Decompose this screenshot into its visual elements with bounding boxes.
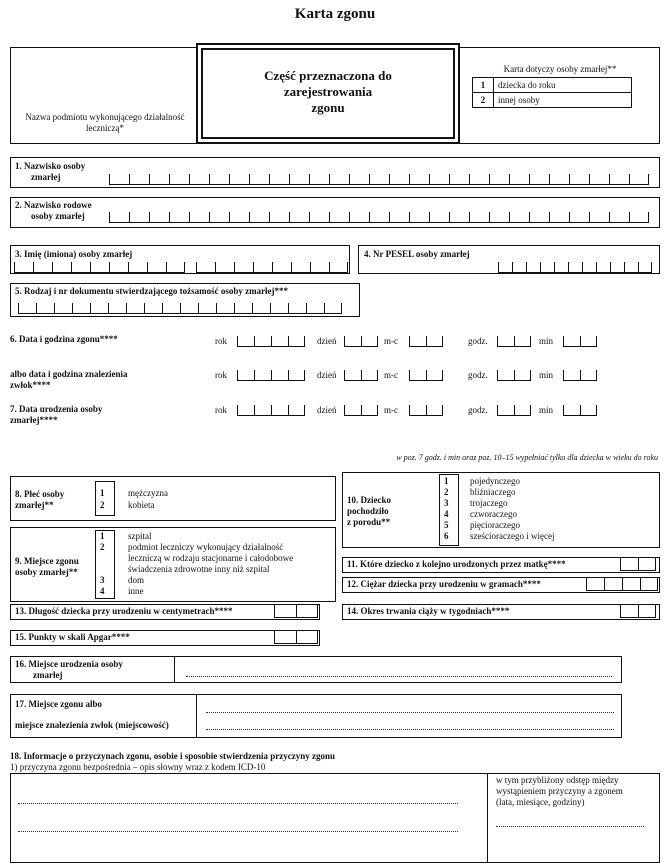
char-cell — [296, 630, 318, 643]
date-part-input[interactable] — [563, 367, 597, 381]
found-date-label — [10, 369, 128, 391]
char-cell — [554, 262, 568, 272]
cause-interval-input[interactable] — [496, 826, 644, 827]
field-firstname-label: 3. Imię (imiona) osoby zmarłej — [15, 249, 133, 259]
char-cell — [409, 370, 426, 380]
concerns-option[interactable] — [473, 93, 632, 108]
label-line: 7. Data urodzenia osoby — [10, 404, 103, 414]
option-text: inne — [128, 586, 144, 596]
option-text: świadczenia zdrowotne inny niż szpital — [128, 564, 270, 574]
date-part-input[interactable] — [344, 333, 378, 347]
char-cell — [289, 212, 309, 222]
char-cell — [52, 262, 71, 272]
option-text: kobieta — [128, 500, 155, 510]
option-num: 1 — [100, 488, 105, 498]
char-cell — [229, 174, 249, 184]
date-part-label: godz. — [468, 336, 488, 346]
surname-input[interactable] — [109, 171, 649, 185]
char-cell — [563, 370, 580, 380]
label-line: zmarłej — [31, 172, 61, 182]
option-text: trojaczego — [470, 498, 508, 508]
label-line: zmarłej — [33, 670, 63, 680]
char-cell — [169, 174, 189, 184]
char-cell — [609, 212, 629, 222]
option-num: 1 — [100, 531, 105, 541]
char-cell — [540, 262, 554, 272]
char-cell — [270, 303, 288, 313]
char-cell — [589, 174, 609, 184]
birthplace-label — [15, 659, 123, 681]
option-num: 1 — [444, 476, 449, 486]
date-part-label: rok — [215, 370, 227, 380]
pregnancy-input[interactable] — [620, 604, 656, 618]
char-cell — [18, 303, 36, 313]
option-text: pięcioraczego — [470, 520, 520, 530]
char-cell — [254, 405, 271, 415]
place-option-2[interactable] — [100, 542, 330, 553]
char-cell — [389, 174, 409, 184]
option-num: 4 — [100, 586, 105, 596]
char-cell — [109, 174, 129, 184]
center-title — [201, 68, 455, 116]
char-cell — [638, 557, 656, 570]
char-cell — [288, 370, 305, 380]
label-line: 10. Dziecko — [347, 495, 391, 505]
char-cell — [189, 212, 209, 222]
birthplace-dotted-line — [186, 676, 612, 677]
char-cell — [144, 303, 162, 313]
option-num: 3 — [444, 498, 449, 508]
char-cell — [252, 303, 270, 313]
birth-option[interactable] — [444, 476, 644, 487]
label-line: albo data i godzina znalezienia — [10, 369, 128, 379]
label-line: osoby zmarłej** — [15, 567, 78, 577]
concerns-option[interactable] — [473, 78, 632, 93]
birth-date-label — [10, 404, 102, 426]
char-cell — [90, 262, 109, 272]
apgar-label: 15. Punkty w skali Apgar**** — [15, 632, 130, 642]
char-cell — [509, 174, 529, 184]
date-part-label: godz. — [468, 405, 488, 415]
option-num: 3 — [100, 575, 105, 585]
option-num: 2 — [444, 487, 449, 497]
sex-label — [15, 489, 64, 511]
char-cell — [449, 212, 469, 222]
char-cell — [514, 405, 531, 415]
birth-options — [444, 476, 644, 542]
option-num: 2 — [100, 542, 105, 552]
label-line: pochodziło — [347, 506, 389, 516]
char-cell — [549, 212, 569, 222]
char-cell — [604, 577, 622, 590]
char-cell — [512, 262, 526, 272]
char-cell — [196, 262, 215, 272]
char-cell — [580, 336, 597, 346]
option-text: bliźniaczego — [470, 487, 516, 497]
char-cell — [469, 212, 489, 222]
char-cell — [274, 604, 296, 617]
label-line: (lata, miesiące, godziny) — [496, 797, 585, 807]
char-cell — [409, 174, 429, 184]
char-cell — [429, 174, 449, 184]
char-cell — [526, 262, 540, 272]
char-cell — [271, 370, 288, 380]
char-cell — [469, 174, 489, 184]
place-option-3[interactable] — [100, 575, 330, 586]
label-line: 1. Nazwisko osoby — [15, 161, 86, 171]
char-cell — [329, 212, 349, 222]
label-line: osoby zmarłej — [31, 211, 85, 221]
date-part-label: dzień — [317, 370, 337, 380]
date-part-input[interactable] — [237, 367, 305, 381]
option-text: podmiot leczniczy wykonujący działalność — [128, 542, 284, 552]
char-cell — [310, 262, 329, 272]
field-surname-label — [15, 161, 85, 183]
cause-interval-label — [496, 775, 656, 808]
char-cell — [344, 405, 361, 415]
char-cell — [324, 303, 342, 313]
date-part-label: min — [539, 370, 554, 380]
char-cell — [638, 604, 656, 617]
concerns-label: Karta dotyczy osoby zmarłej** — [503, 64, 617, 74]
char-cell — [344, 336, 361, 346]
cause-subtitle: 1) przyczyna zgonu bezpośrednia – opis słowny wraz z kodem ICD-10 — [10, 762, 266, 772]
date-part-input[interactable] — [237, 333, 305, 347]
char-cell — [229, 212, 249, 222]
char-cell — [162, 303, 180, 313]
char-cell — [640, 577, 658, 590]
char-cell — [429, 212, 449, 222]
date-part-label: godz. — [468, 370, 488, 380]
char-cell — [349, 212, 369, 222]
char-cell — [369, 212, 389, 222]
birth-option[interactable] — [444, 498, 644, 509]
char-cell — [306, 303, 324, 313]
date-part-label: rok — [215, 336, 227, 346]
char-cell — [166, 262, 185, 272]
date-part-label: m-c — [384, 336, 398, 346]
char-cell — [147, 262, 166, 272]
char-cell — [624, 262, 638, 272]
option-text: innej osoby — [494, 93, 632, 108]
birthplace-input[interactable] — [174, 656, 622, 683]
char-cell — [209, 212, 229, 222]
date-part-label: min — [539, 336, 554, 346]
char-cell — [498, 262, 512, 272]
option-text: dom — [128, 575, 145, 585]
char-cell — [580, 370, 597, 380]
maiden-name-input[interactable] — [109, 209, 649, 223]
char-cell — [249, 212, 269, 222]
char-cell — [254, 336, 271, 346]
char-cell — [288, 303, 306, 313]
char-cell — [198, 303, 216, 313]
char-cell — [568, 262, 582, 272]
center-title-line-3: zgonu — [311, 100, 345, 115]
pesel-input[interactable] — [498, 259, 652, 273]
char-cell — [108, 303, 126, 313]
char-cell — [209, 174, 229, 184]
option-num: 1 — [473, 78, 494, 93]
option-text: mężczyzna — [128, 488, 168, 498]
char-cell — [409, 212, 429, 222]
cause-description-input[interactable] — [10, 773, 488, 863]
date-part-input[interactable] — [497, 367, 531, 381]
char-cell — [271, 336, 288, 346]
option-num: 5 — [444, 520, 449, 530]
char-cell — [620, 557, 638, 570]
option-text: dziecka do roku — [494, 78, 632, 93]
char-cell — [629, 212, 649, 222]
option-num: 2 — [473, 93, 494, 108]
char-cell — [216, 303, 234, 313]
option-num: 2 — [100, 500, 105, 510]
weight-label: 12. Ciężar dziecka przy urodzeniu w gramach**** — [347, 579, 541, 589]
date-part-label: min — [539, 405, 554, 415]
char-cell — [288, 405, 305, 415]
document-input[interactable] — [18, 300, 342, 314]
date-part-input[interactable] — [344, 367, 378, 381]
option-text: sześcioraczego i więcej — [470, 531, 555, 541]
birth-option[interactable] — [444, 487, 644, 498]
char-cell — [596, 262, 610, 272]
char-cell — [291, 262, 310, 272]
char-cell — [529, 212, 549, 222]
char-cell — [489, 174, 509, 184]
label-line: wystąpieniem przyczyny a zgonem — [496, 786, 623, 796]
char-cell — [288, 336, 305, 346]
char-cell — [234, 303, 252, 313]
char-cell — [638, 262, 652, 272]
date-part-label: m-c — [384, 405, 398, 415]
char-cell — [509, 212, 529, 222]
char-cell — [349, 174, 369, 184]
char-cell — [129, 174, 149, 184]
char-cell — [109, 262, 128, 272]
char-cell — [72, 303, 90, 313]
option-text: czworaczego — [470, 509, 517, 519]
char-cell — [189, 174, 209, 184]
char-cell — [610, 262, 624, 272]
char-cell — [329, 262, 348, 272]
char-cell — [580, 405, 597, 415]
char-cell — [129, 212, 149, 222]
place-options — [100, 531, 330, 597]
char-cell — [609, 174, 629, 184]
cause-title: 18. Informacje o przyczynach zgonu, osobie i sposobie stwierdzenia przyczyny zgonu — [10, 751, 335, 761]
option-text: leczniczą w rodzaju stacjonarne i całodobowe — [128, 553, 294, 563]
char-cell — [269, 174, 289, 184]
char-cell — [109, 212, 129, 222]
char-cell — [629, 174, 649, 184]
char-cell — [253, 262, 272, 272]
option-text: szpital — [128, 531, 152, 541]
death-date-label: 6. Data i godzina zgonu**** — [10, 334, 118, 344]
length-label: 13. Długość dziecka przy urodzeniu w centymetrach**** — [15, 606, 233, 616]
char-cell — [33, 262, 52, 272]
char-cell — [237, 370, 254, 380]
char-cell — [296, 604, 318, 617]
char-cell — [344, 370, 361, 380]
option-cont — [100, 564, 330, 575]
date-part-input[interactable] — [409, 367, 443, 381]
option-num: 6 — [444, 531, 449, 541]
char-cell — [582, 262, 596, 272]
char-cell — [329, 174, 349, 184]
char-cell — [14, 262, 33, 272]
char-cell — [569, 174, 589, 184]
concerns-options — [472, 77, 632, 108]
length-input[interactable] — [274, 604, 318, 618]
char-cell — [361, 405, 378, 415]
date-part-input[interactable] — [409, 402, 443, 416]
char-cell — [622, 577, 640, 590]
char-cell — [389, 212, 409, 222]
char-cell — [54, 303, 72, 313]
char-cell — [489, 212, 509, 222]
label-line: zwłok**** — [10, 380, 51, 390]
date-part-input[interactable] — [497, 333, 531, 347]
pregnancy-label: 14. Okres trwania ciąży w tygodniach**** — [347, 606, 510, 616]
firstname-input-2[interactable] — [196, 259, 348, 273]
label-line: 8. Płeć osoby — [15, 489, 65, 499]
child-note: w poz. 7 godz. i min oraz poz. 10–15 wypełniać tylko dla dziecka w wieku do roku — [396, 453, 658, 462]
char-cell — [569, 212, 589, 222]
firstname-input-1[interactable] — [14, 259, 185, 273]
option-num: 4 — [444, 509, 449, 519]
center-title-line-1: Część przeznaczona do — [264, 68, 392, 83]
apgar-input[interactable] — [274, 630, 318, 644]
date-part-label: dzień — [317, 336, 337, 346]
char-cell — [361, 370, 378, 380]
char-cell — [309, 212, 329, 222]
char-cell — [361, 336, 378, 346]
deathplace-dotted-line-1 — [206, 712, 614, 713]
label-line: 9. Miejsce zgonu — [15, 556, 79, 566]
char-cell — [589, 212, 609, 222]
char-cell — [237, 405, 254, 415]
char-cell — [449, 174, 469, 184]
char-cell — [563, 405, 580, 415]
deathplace-label-a: 17. Miejsce zgonu albo — [15, 699, 102, 709]
sex-num-column — [95, 481, 115, 516]
place-option-1[interactable] — [100, 531, 330, 542]
field-maiden-label — [15, 200, 92, 222]
char-cell — [169, 212, 189, 222]
birth-option[interactable] — [444, 509, 644, 520]
date-part-label: m-c — [384, 370, 398, 380]
label-line: 2. Nazwisko rodowe — [15, 200, 92, 210]
option-text: pojedynczego — [470, 476, 520, 486]
char-cell — [549, 174, 569, 184]
char-cell — [620, 604, 638, 617]
char-cell — [237, 336, 254, 346]
char-cell — [269, 212, 289, 222]
date-part-input[interactable] — [344, 402, 378, 416]
date-part-input[interactable] — [563, 402, 597, 416]
char-cell — [126, 303, 144, 313]
char-cell — [309, 174, 329, 184]
page-title: Karta zgonu — [294, 6, 376, 22]
label-line: zmarłej** — [15, 500, 54, 510]
char-cell — [234, 262, 253, 272]
field-pesel-label: 4. Nr PESEL osoby zmarłej — [364, 249, 470, 259]
char-cell — [36, 303, 54, 313]
char-cell — [514, 370, 531, 380]
birth-label — [347, 495, 391, 528]
char-cell — [149, 174, 169, 184]
deathplace-label-b: miejsce znalezienia zwłok (miejscowość) — [15, 720, 169, 730]
char-cell — [90, 303, 108, 313]
deathplace-input[interactable] — [196, 694, 622, 738]
cause-dotted-line-2 — [18, 831, 458, 832]
char-cell — [271, 405, 288, 415]
char-cell — [497, 336, 514, 346]
char-cell — [274, 630, 296, 643]
weight-input[interactable] — [586, 577, 658, 591]
label-line: 16. Miejsce urodzenia osoby — [15, 659, 123, 669]
char-cell — [586, 577, 604, 590]
date-part-label: rok — [215, 405, 227, 415]
entity-label: Nazwa podmiotu wykonującego działalność leczniczą* — [25, 112, 185, 133]
label-line: z porodu** — [347, 517, 391, 527]
char-cell — [497, 405, 514, 415]
char-cell — [180, 303, 198, 313]
label-line: zmarłej**** — [10, 415, 58, 425]
char-cell — [71, 262, 90, 272]
center-title-line-2: zarejestrowania — [283, 84, 373, 99]
cause-dotted-line-1 — [18, 803, 458, 804]
date-part-label: dzień — [317, 405, 337, 415]
char-cell — [289, 174, 309, 184]
char-cell — [426, 370, 443, 380]
place-label — [15, 556, 79, 578]
char-cell — [249, 174, 269, 184]
char-cell — [426, 336, 443, 346]
char-cell — [149, 212, 169, 222]
option-cont — [100, 553, 330, 564]
date-part-input[interactable] — [409, 333, 443, 347]
char-cell — [369, 174, 389, 184]
char-cell — [514, 336, 531, 346]
char-cell — [272, 262, 291, 272]
field-document-label: 5. Rodzaj i nr dokumentu stwierdzającego tożsamość osoby zmarłej*** — [15, 286, 289, 296]
date-part-input[interactable] — [563, 333, 597, 347]
place-option-4[interactable] — [100, 586, 330, 597]
char-cell — [529, 174, 549, 184]
char-cell — [563, 336, 580, 346]
birth-option[interactable] — [444, 531, 644, 542]
sex-option-1[interactable] — [100, 488, 168, 499]
date-part-input[interactable] — [497, 402, 531, 416]
date-part-input[interactable] — [237, 402, 305, 416]
order-label: 11. Które dziecko z kolejno urodzonych przez matkę**** — [347, 559, 566, 569]
char-cell — [254, 370, 271, 380]
sex-option-2[interactable] — [100, 500, 155, 511]
char-cell — [215, 262, 234, 272]
label-line: w tym przybliżony odstęp między — [496, 775, 619, 785]
birth-option[interactable] — [444, 520, 644, 531]
char-cell — [409, 336, 426, 346]
order-input[interactable] — [620, 557, 656, 571]
char-cell — [497, 370, 514, 380]
char-cell — [128, 262, 147, 272]
char-cell — [426, 405, 443, 415]
char-cell — [409, 405, 426, 415]
deathplace-dotted-line-2 — [206, 729, 614, 730]
